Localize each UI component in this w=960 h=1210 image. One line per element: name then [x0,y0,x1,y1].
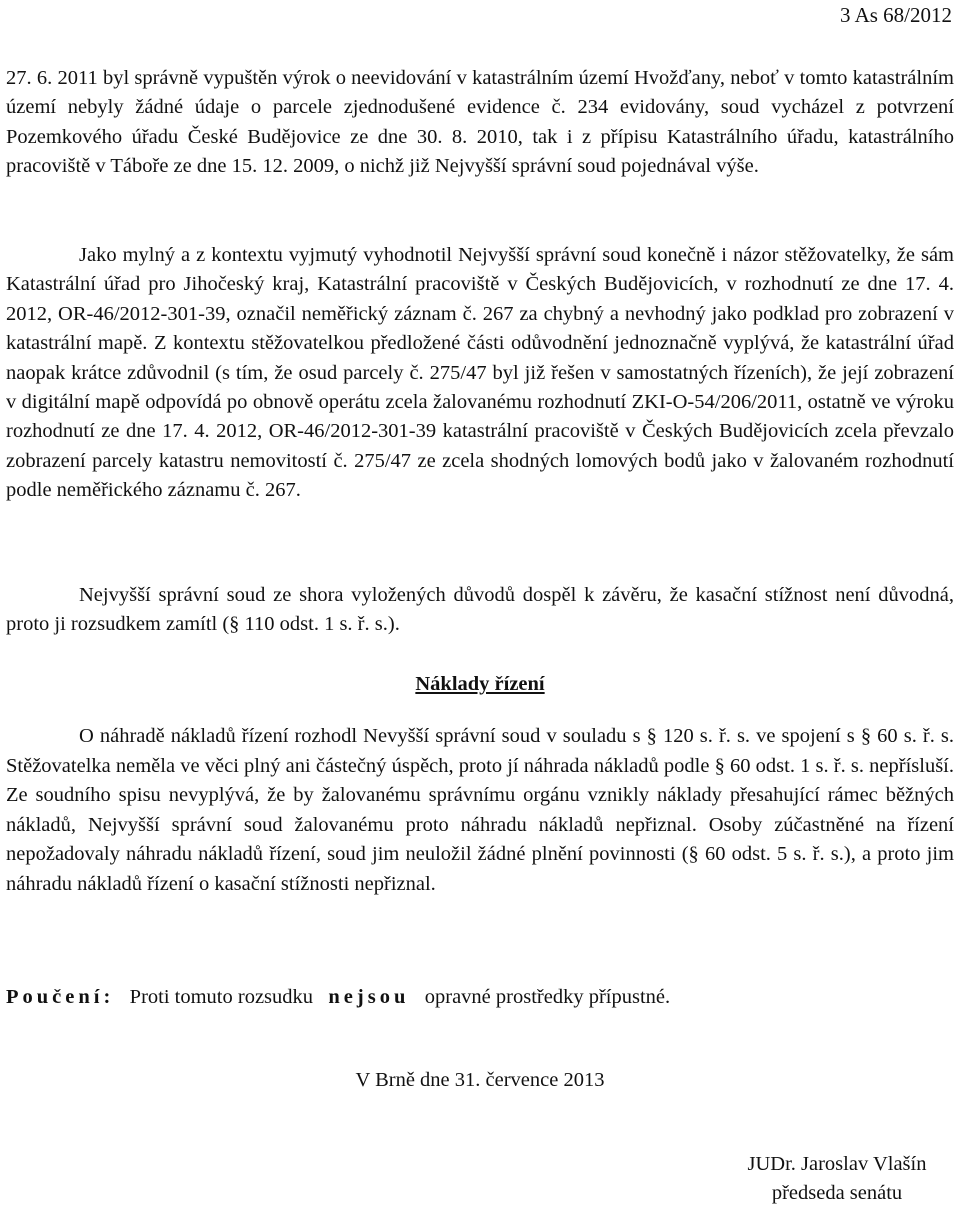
advice-emphasis: nejsou [328,986,410,1008]
advice-text-before: Proti tomuto rozsudku [129,986,314,1008]
case-number: 3 As 68/2012 [839,3,952,27]
advice-label: Poučení: [6,986,115,1008]
advice-text-after: opravné prostředky přípustné. [424,986,671,1008]
signatory-title: předseda senátu [771,1182,903,1205]
costs-heading: Náklady řízení [415,673,545,695]
place-and-date: V Brně dne 31. července 2013 [355,1069,605,1091]
signatory-name: JUDr. Jaroslav Vlašín [747,1153,927,1175]
legal-advice [6,983,954,1012]
paragraph-1: 27. 6. 2011 byl správně vypuštěn výrok o neevidování v katastrálním území Hvožďany, neboť v tomto katastrálním území nebyly žádné údaje o parcele zjednodušené evidence č. 234 evidovány, soud vycházel z potvrzení Pozemkového úřadu České Budějovice ze dne 30. 8. 2010, tak i z přípisu Katastrálního úřadu, katastrálního pracoviště v Táboře ze dne 15. 12. 2009, o nichž již Nejvyšší správní soud pojednával výše. [6,67,954,178]
signature-block [722,1150,952,1209]
paragraph-2: Jako mylný a z kontextu vyjmutý vyhodnotil Nejvyšší správní soud konečně i názor stěžovatelky, že sám Katastrální úřad pro Jihočeský kraj, Katastrální pracoviště v Českých Budějovicích, v rozhodnutí ze dne 17. 4. 2012, OR-46/2012-301-39, označil neměřický záznam č. 267 za chybný a nevhodný jako podklad pro zobrazení v katastrální mapě. Z kontextu stěžovatelkou předložené části odůvodnění jednoznačně vyplývá, že katastrální úřad naopak krátce zdůvodnil (s tím, že osud parcely č. 275/47 byl již řešen v samostatných řízeních), že její zobrazení v digitální mapě odpovídá po obnově operátu zcela žalovanému rozhodnutí ZKI-O-54/206/2011, ostatně ve výroku rozhodnutí ze dne 17. 4. 2012, OR-46/2012-301-39 katastrální pracoviště v Českých Budějovicích zcela převzalo zobrazení parcely katastru nemovitostí č. 275/47 ze zcela shodných lomových bodů jako v žalovaném rozhodnutí podle neměřického záznamu č. 267. [6,244,954,502]
paragraph-3: Nejvyšší správní soud ze shora vyložených důvodů dospěl k závěru, že kasační stížnost není důvodná, proto ji rozsudkem zamítl (§ 110 odst. 1 s. ř. s.). [6,584,954,636]
paragraph-costs: O náhradě nákladů řízení rozhodl Nevyšší správní soud v souladu s § 120 s. ř. s. ve spojení s § 60 s. ř. s. Stěžovatelka neměla ve věci plný ani částečný úspěch, proto jí náhrada nákladů podle § 60 odst. 1 s. ř. s. nepřísluší. Ze soudního spisu nevyplývá, že by žalovanému správnímu orgánu vznikly náklady přesahující rámec běžných nákladů, Nejvyšší správní soud žalovanému proto náhradu nákladů nepřiznal. Osoby zúčastněné na řízení nepožadovaly náhradu nákladů řízení, soud jim neuložil žádné plnění povinnosti (§ 60 odst. 5 s. ř. s.), a proto jim náhradu nákladů řízení o kasační stížnosti nepřiznal. [6,725,954,895]
